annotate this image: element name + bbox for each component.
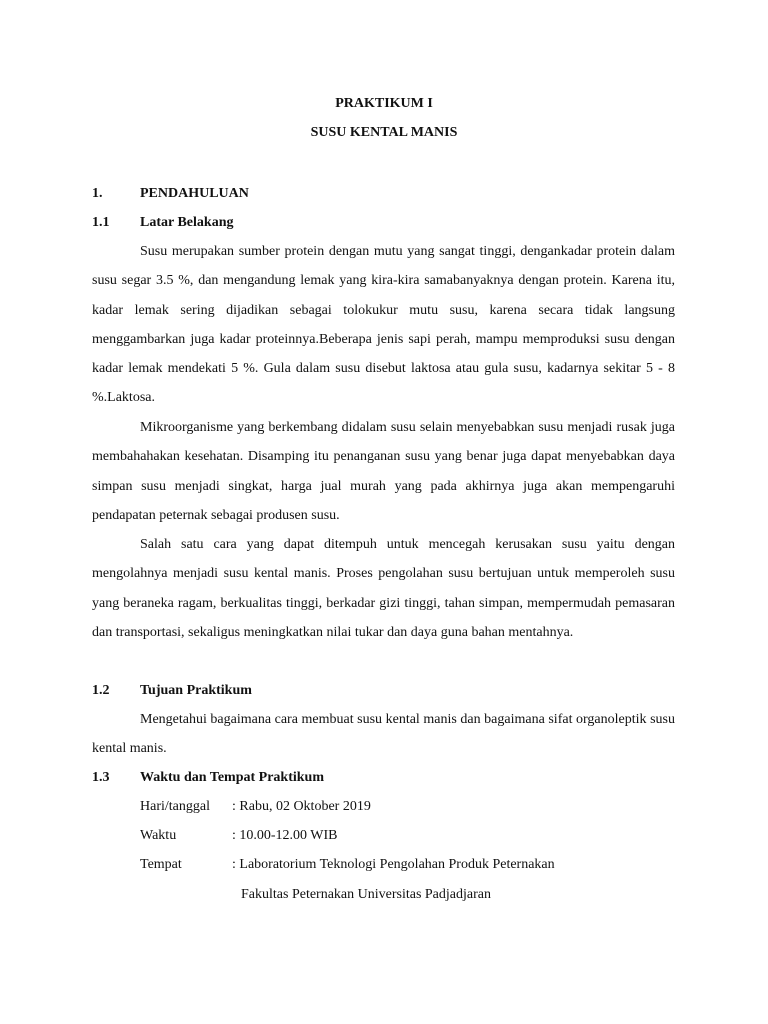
- info-row-waktu: [140, 827, 338, 845]
- paragraph-latar-belakang-1: Susu merupakan sumber protein dengan mutu yang sangat tinggi, dengankadar protein dalam susu segar 3.5 %, dan mengandung lemak yang kira-kira samabanyaknya dengan protein. Karena itu, kadar lemak sering dijadikan sebagai tolokukur mutu susu, karena secara tidak langsung menggambarkan juga kadar proteinnya.Beberapa jenis sapi perah, mampu memproduksi susu dengan kadar lemak mendekati 5 %. Gula dalam susu disebut laktosa atau gula susu, kadarnya sekitar 5 - 8 %.Laktosa.: [92, 244, 675, 406]
- section-heading-pendahuluan: [92, 185, 249, 203]
- info-value: : Rabu, 02 Oktober 2019: [232, 799, 371, 814]
- info-value: : Laboratorium Teknologi Pengolahan Produk Peternakan: [232, 857, 555, 872]
- document-subtitle: SUSU KENTAL MANIS: [310, 125, 458, 140]
- subsection-heading-waktu-tempat: [92, 769, 324, 787]
- document-title: PRAKTIKUM I: [335, 96, 433, 111]
- paragraph-tujuan: Mengetahui bagaimana cara membuat susu kental manis dan bagaimana sifat organoleptik susu kental manis.: [92, 712, 675, 757]
- info-label: Waktu: [140, 828, 177, 843]
- info-row-tempat: [140, 856, 555, 874]
- subsection-heading-tujuan: [92, 682, 252, 700]
- subsection-title: Tujuan Praktikum: [140, 683, 252, 698]
- info-row-hari-tanggal: [140, 798, 371, 816]
- info-label: Hari/tanggal: [140, 799, 210, 814]
- paragraph-latar-belakang-3: Salah satu cara yang dapat ditempuh untuk mencegah kerusakan susu yaitu dengan mengolahnya menjadi susu kental manis. Proses pengolahan susu bertujuan untuk memperoleh susu yang beraneka ragam, berkualitas tinggi, berkadar gizi tinggi, tahan simpan, mempermudah pemasaran dan transportasi, sekaligus meningkatkan nilai tukar dan daya guna bahan mentahnya.: [92, 537, 675, 640]
- section-title: PENDAHULUAN: [140, 186, 249, 201]
- subsection-heading-latar-belakang: [92, 214, 233, 232]
- subsection-number: 1.1: [92, 215, 110, 230]
- info-tempat-continuation: Fakultas Peternakan Universitas Padjadjaran: [241, 887, 491, 902]
- section-number: 1.: [92, 186, 103, 201]
- subsection-title: Latar Belakang: [140, 215, 234, 230]
- info-value: : 10.00-12.00 WIB: [232, 828, 338, 843]
- info-label: Tempat: [140, 857, 182, 872]
- subsection-title: Waktu dan Tempat Praktikum: [140, 770, 324, 785]
- subsection-number: 1.2: [92, 683, 110, 698]
- paragraph-latar-belakang-2: Mikroorganisme yang berkembang didalam susu selain menyebabkan susu menjadi rusak juga membahahakan kesehatan. Disamping itu penanganan susu yang benar juga dapat menyebabkan daya simpan susu menjadi singkat, harga jual murah yang pada akhirnya juga akan mempengaruhi pendapatan peternak sebagai produsen susu.: [92, 420, 675, 523]
- subsection-number: 1.3: [92, 770, 110, 785]
